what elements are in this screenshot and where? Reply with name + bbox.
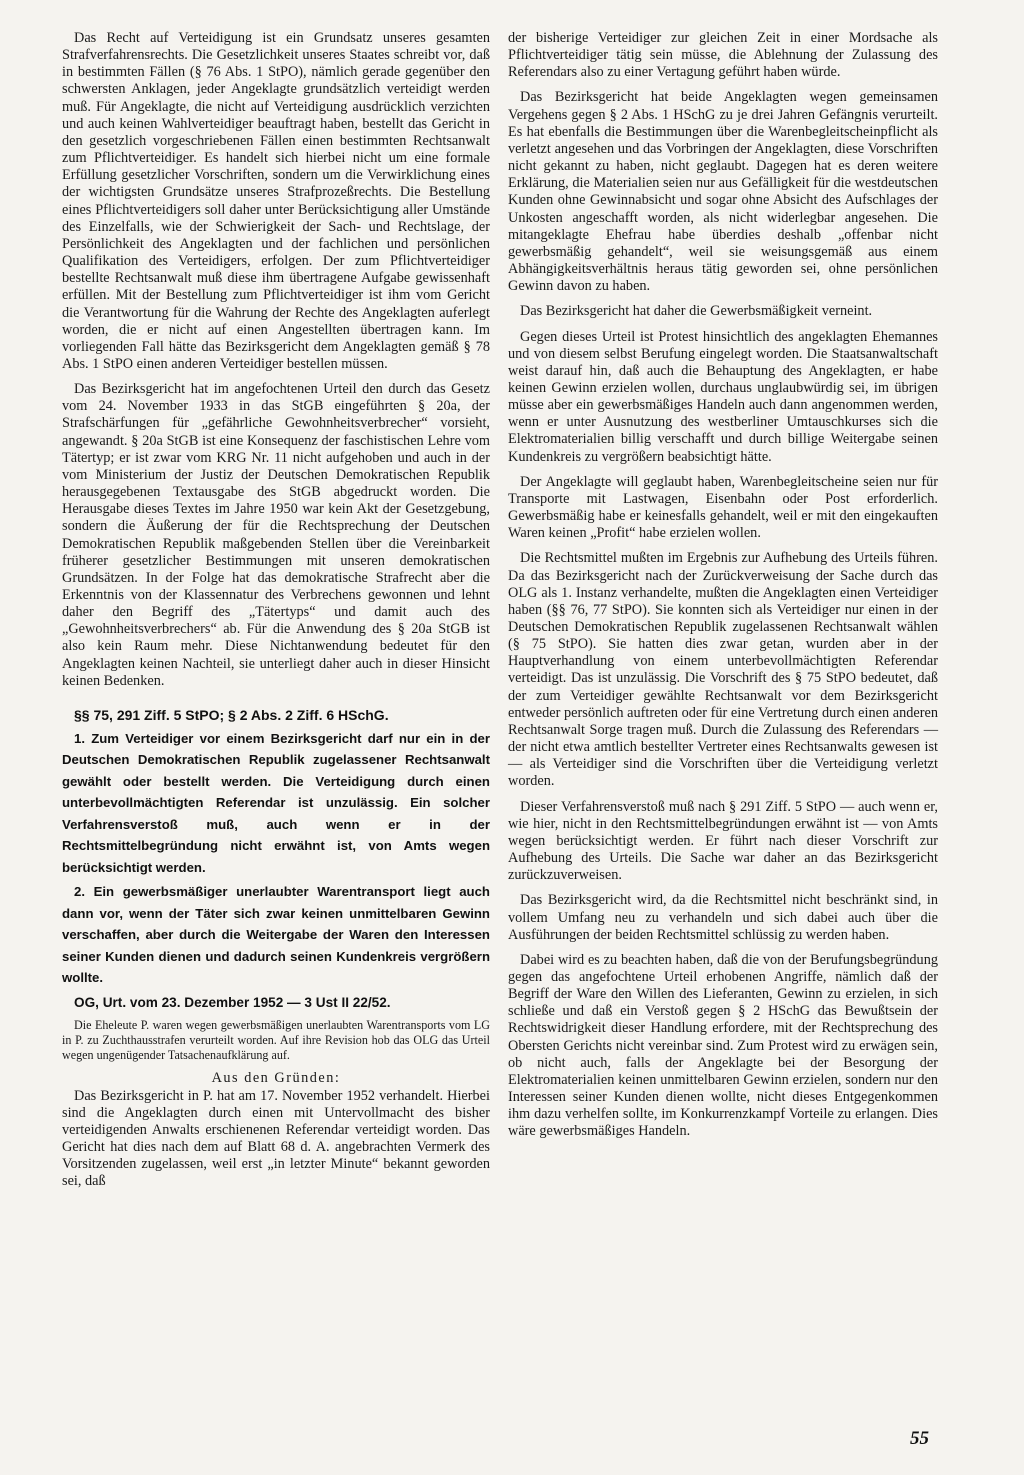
body-paragraph: Der Angeklagte will geglaubt haben, Warenbegleitscheine seien nur für Transporte mit Lastwagen, Eisenbahn oder Post erforderlich. Gewerbsmäßig habe er keinesfalls gehandelt, weil er mit den eingekauften Waren keinen „Profit“ habe erzielen wollen. [508, 473, 938, 542]
body-paragraph: Das Bezirksgericht hat beide Angeklagten wegen gemeinsamen Vergehens gegen § 2 Abs. 1 HSchG zu je drei Jahren Gefängnis verurteilt. Es hat ebenfalls die Bestimmungen über die Warenbegleitscheinpflicht als verletzt angesehen und das Vorbringen der Angeklagten, diese Vorschriften nicht gekannt zu haben, nicht geglaubt. Dagegen hat es deren weitere Erklärung, die Materialien seien nur aus Gefälligkeit für die westdeutschen Kunden ohne Gewinnabsicht und sogar ohne Absicht des Aufschlages der Unkosten angeschafft worden, als nicht widerlegbar angesehen. Die mitangeklagte Ehefrau habe überdies deshalb „offenbar nicht gewerbsmäßig gehandelt“, weil sie weisungsgemäß aus einem Abhängigkeitsverhältnis heraus tätig geworden sei, ohne persönlichen Gewinn davon zu haben. [508, 89, 938, 295]
body-paragraph: Dieser Verfahrensverstoß muß nach § 291 Ziff. 5 StPO — auch wenn er, wie hier, nicht in den Rechtsmittelbegründungen erwähnt ist — von Amts wegen berücksichtigt werden. Er führt nach dieser Vorschrift zur Aufhebung des Urteils. Die Sache war daher an das Bezirksgericht zurückzuverweisen. [508, 798, 938, 884]
section-heading: Aus den Gründen: [211, 1069, 341, 1086]
ruling-heading: §§ 75, 291 Ziff. 5 StPO; § 2 Abs. 2 Ziff. 6 HSchG. [74, 706, 389, 723]
ruling-point: 2. Ein gewerbsmäßiger unerlaubter Warentransport liegt auch dann vor, wenn der Täter sich zwar keinen unmittelbaren Gewinn verschaffen, aber durch die Weitergabe der Waren den Interessen seiner Kunden dienen und dadurch seinen Kundenkreis vergrößern wollte. [62, 884, 490, 986]
right-column [508, 30, 938, 1149]
case-citation: OG, Urt. vom 23. Dezember 1952 — 3 Ust II 22/52. [74, 994, 391, 1010]
body-paragraph-continued: der bisherige Verteidiger zur gleichen Zeit in einer Mordsache als Pflichtverteidiger tätig sein müsse, die Ablehnung der Zulassung des Referendars also zu einer Vertagung geführt haben würde. [508, 30, 938, 81]
body-paragraph: Das Bezirksgericht hat daher die Gewerbsmäßigkeit verneint. [520, 303, 873, 320]
page-number: 55 [910, 1428, 929, 1449]
body-paragraph: Die Rechtsmittel mußten im Ergebnis zur Aufhebung des Urteils führen. Da das Bezirksgericht nach der Zurückverweisung der Sache durch das OLG als 1. Instanz verhandelte, mußten die Angeklagten einen Verteidiger haben (§§ 76, 77 StPO). Sie konnten sich als Verteidiger nur einen in der Deutschen Demokratischen Republik zugelassenen Rechtsanwalt wählen (§ 75 StPO). Sie hatten dies zwar getan, wurden aber in der Hauptverhandlung von einem unterbevollmächtigten Referendar verteidigt. Das ist unzulässig. Die Vorschrift des § 75 StPO bedeutet, daß der zum Verteidiger gewählte Rechtsanwalt vor dem Bezirksgericht entweder persönlich auftreten oder für eine Vertretung durch einen anderen Rechtsanwalt Sorge tragen muß. Durch die Zulassung des Referendars — der nicht etwa amtlich bestellter Vertreter eines Rechtsanwalts gewesen ist — als Verteidiger sind die Vorschriften über die Verteidigung verletzt worden. [508, 550, 938, 790]
body-paragraph: Dabei wird es zu beachten haben, daß die von der Berufungsbegründung gegen das angefochtene Urteil erhobenen Angriffe, nämlich daß der Begriff der Ware den Willen des Lieferanten, Gewinn zu erzielen, in sich schließe und daß ein Verstoß gegen § 2 HSchG das Bewußtsein der Rechtswidrigkeit dieser Handlung erfordere, mit der Rechtsprechung des Obersten Gerichts nicht vereinbar sind. Zum Protest wird zu erwägen sein, ob nicht auch, falls der Angeklagte bei der Besorgung der Elektromaterialien keinen unmittelbaren Gewinn erzielen, sondern nur den Interessen seiner Kunden dienen wollte, nicht dieses Entgegenkommen ihm dazu verhelfen sollte, im Konkurrenzkampf Vorteile zu erlangen. Dies wäre gewerbsmäßiges Handeln. [508, 951, 938, 1140]
body-paragraph: Das Bezirksgericht wird, da die Rechtsmittel nicht beschränkt sind, in vollem Umfang neu zu verhandeln und sich dabei auch über die Ausführungen der beiden Rechtsmittel schlüssig zu werden haben. [508, 892, 938, 943]
case-summary: Die Eheleute P. waren wegen gewerbsmäßigen unerlaubten Warentransports vom LG in P. zu Zuchthausstrafen verurteilt worden. Auf ihre Revision hob das OLG das Urteil wegen ungenügender Tatsachenaufklärung auf. [62, 1017, 490, 1063]
left-column [62, 30, 490, 1198]
body-paragraph: Das Recht auf Verteidigung ist ein Grundsatz unseres gesamten Strafverfahrensrechts. Die Gesetzlichkeit unseres Staates schreibt vor, daß in bestimmten Fällen (§ 76 Abs. 1 StPO), nämlich gerade gegenüber den schwersten Anklagen, jeder Angeklagte grundsätzlich verteidigt werden muß. Für Angeklagte, die nicht auf Verteidigung ausdrücklich verzichten und auch keinen Wahlverteidiger beauftragt haben, bestellt das Gericht in den gesetzlich vorgeschriebenen Fällen einen bestimmten Rechtsanwalt zum Pflichtverteidiger. Es handelt sich hierbei nicht um eine formale Erfüllung gesetzlicher Vorschriften, sondern um die Verwirklichung eines der wichtigsten Grundsätze unseres Strafprozeßrechts. Die Bestellung eines Pflichtverteidigers soll daher unter Berücksichtigung aller Umstände des Einzelfalls, wie der Schwierigkeit der Sach- und Rechtslage, der Persönlichkeit des Angeklagten und der fachlichen und persönlichen Qualifikation des Verteidigers, erfolgen. Der zum Pflichtverteidiger bestellte Rechtsanwalt muß diese ihm übertragene Aufgabe gewissenhaft erfüllen. Mit der Bestellung zum Pflichtverteidiger ist ihm vom Gericht die Verantwortung für die Wahrung der Rechte des Angeklagten auferlegt worden, die er nicht auf einen Angestellten übertragen kann. Im vorliegenden Fall hätte das Bezirksgericht dem Angeklagten gemäß § 78 Abs. 1 StPO einen anderen Verteidiger bestellen müssen. [62, 30, 490, 372]
body-paragraph: Gegen dieses Urteil ist Protest hinsichtlich des angeklagten Ehemannes und von diesem selbst Berufung eingelegt worden. Die Staatsanwaltschaft weist darauf hin, daß auch die Behauptung des Angeklagten, er habe keinen Gewinn erzielen wollen, durchaus unglaubwürdig sei, im übrigen müsse aber ein gewerbsmäßiges Handeln auch dann angenommen werden, wenn er unter Ausnutzung des westberliner Umtauschkurses sich die Elektromaterialien billig verschafft und durch billige Weitergabe seinen Kundenkreis zu vergrößern beabsichtigt hätte. [508, 328, 938, 465]
ruling-point: 1. Zum Verteidiger vor einem Bezirksgericht darf nur ein in der Deutschen Demokratischen Republik zugelassener Rechtsanwalt gewählt oder bestellt werden. Die Verteidigung durch einen unterbevollmächtigten Referendar ist unzulässig. Ein solcher Verfahrensverstoß muß, auch wenn er in der Rechtsmittelbegründung nicht erwähnt ist, von Amts wegen berücksichtigt werden. [62, 730, 490, 875]
body-paragraph: Das Bezirksgericht hat im angefochtenen Urteil den durch das Gesetz vom 24. November 1933 in das StGB eingeführten § 20a, der Strafschärfungen für „gefährliche Gewohnheitsverbrecher“ vorsieht, angewandt. § 20a StGB ist eine Konsequenz der faschistischen Lehre vom Tätertyp; er ist zwar vom KRG Nr. 11 nicht aufgehoben und auch in der vom Ministerium der Justiz der Deutschen Demokratischen Republik herausgegebenen Textausgabe des StGB abgedruckt worden. Die Herausgabe dieses Textes im Jahre 1950 war kein Akt der Gesetzgebung, sondern die Äußerung der für die Rechtsprechung der Deutschen Demokratischen Republik maßgebenden Stellen über die Vereinbarkeit früherer gesetzlicher Bestimmungen mit unseren demokratischen Grundsätzen. In der Folge hat das demokratische Strafrecht aber die Erkenntnis von der Klassennatur des Verbrechens gewonnen und lehnt daher den Begriff des „Tätertyps“ und damit auch des „Gewohnheitsverbrechers“ ab. Für die Anwendung des § 20a StGB ist also kein Raum mehr. Diese Nichtanwendung bedeutet für den Angeklagten keinen Nachteil, sie unterliegt daher auch in dieser Hinsicht keinen Bedenken. [62, 381, 490, 689]
body-paragraph: Das Bezirksgericht in P. hat am 17. November 1952 verhandelt. Hierbei sind die Angeklagten durch einen mit Untervollmacht des bisher verteidigenden Anwalts erschienenen Referendar verteidigt worden. Das Gericht hat dies nach dem auf Blatt 68 d. A. angebrachten Vermerk des Vorsitzenden zugelassen, weil erst „in letzter Minute“ bekannt geworden sei, daß [62, 1087, 490, 1190]
